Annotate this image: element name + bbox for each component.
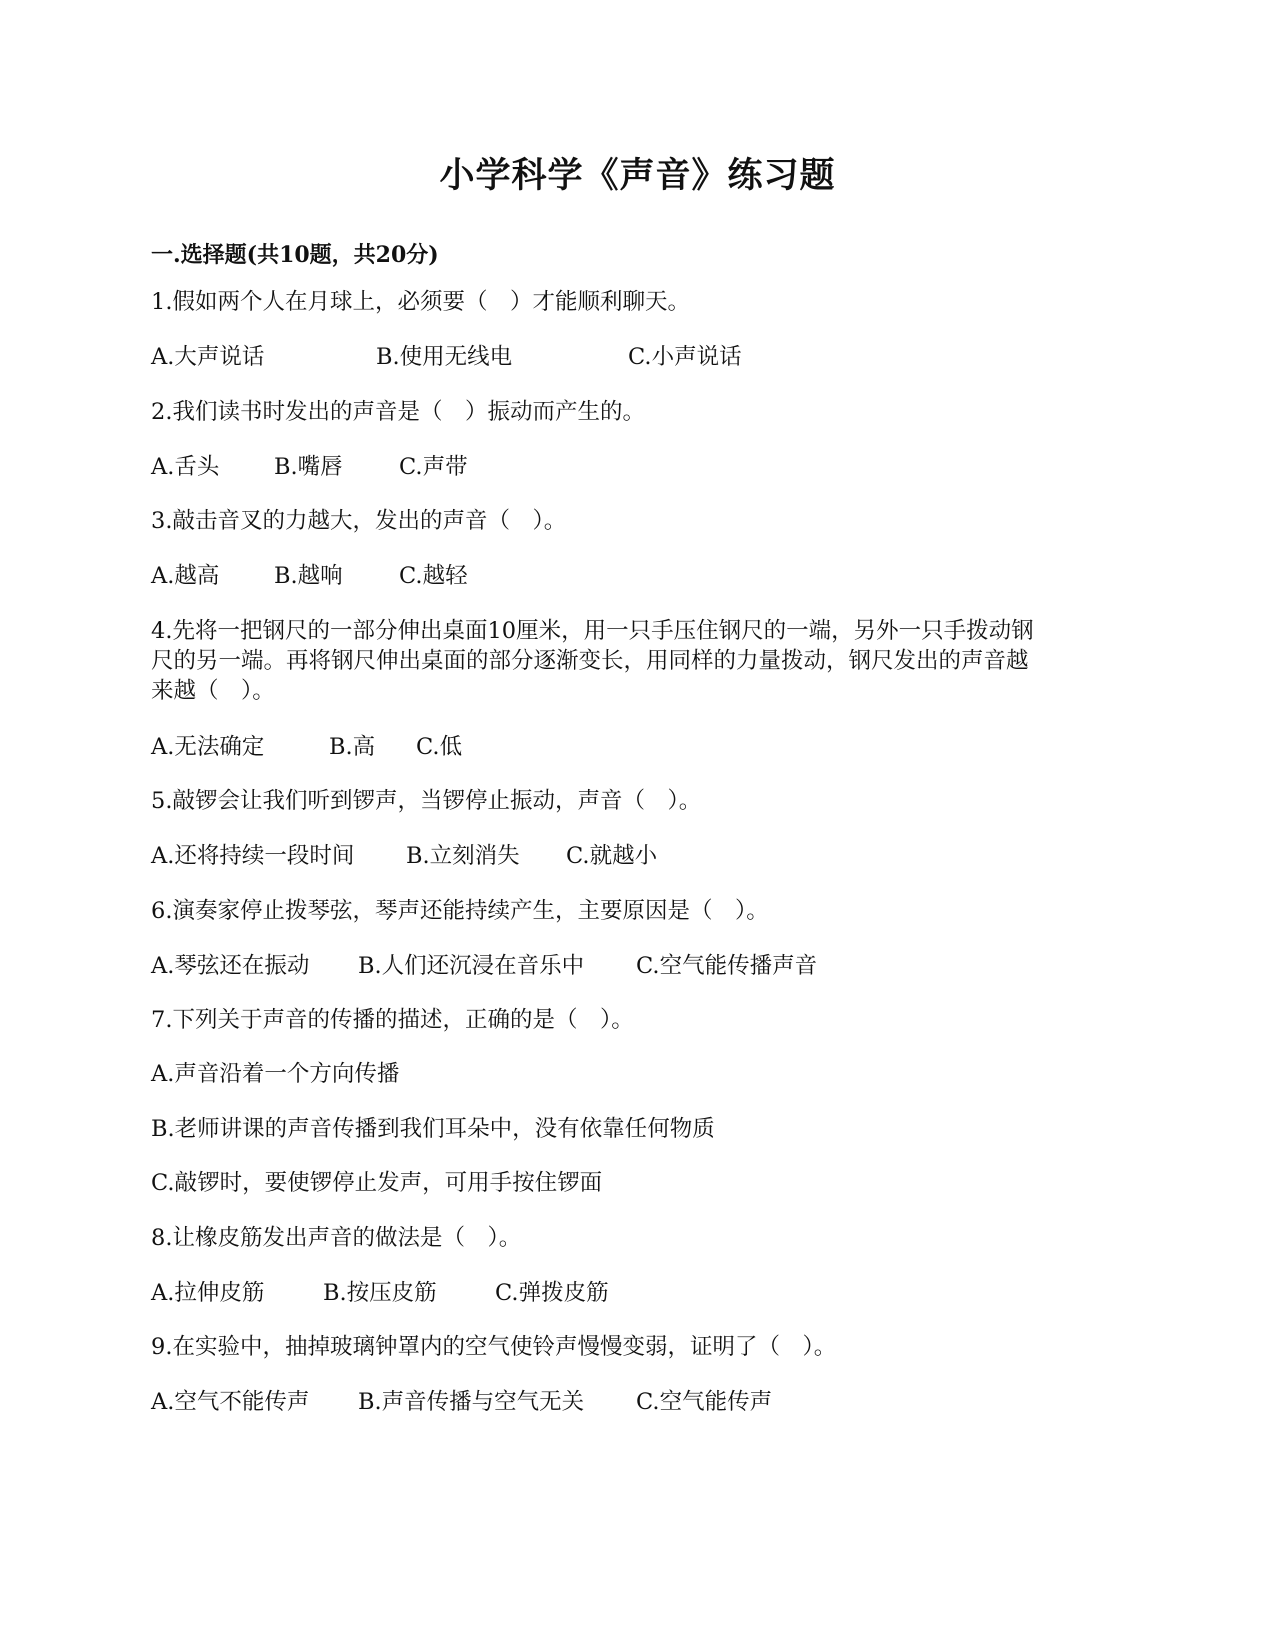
question-3-options	[151, 560, 468, 592]
question-1-stem: 1.假如两个人在月球上，必须要（ ）才能顺利聊天。	[151, 289, 690, 315]
question-6-options	[151, 950, 817, 982]
question-3-stem: 3.敲击音叉的力越大，发出的声音（ ）。	[151, 508, 567, 534]
question-9-options	[151, 1386, 772, 1418]
page-title: 小学科学《声音》练习题	[439, 155, 836, 196]
option-b: B.越响	[274, 563, 343, 589]
option-b: B.使用无线电	[376, 344, 513, 370]
option-a: A.无法确定	[151, 734, 265, 760]
question-6-stem: 6.演奏家停止拨琴弦，琴声还能持续产生，主要原因是（ ）。	[151, 898, 769, 924]
option-b: B.按压皮筋	[323, 1280, 437, 1306]
question-8-stem: 8.让橡皮筋发出声音的做法是（ ）。	[151, 1225, 522, 1251]
option-c: C.空气能传声	[636, 1389, 773, 1415]
option-b: B.声音传播与空气无关	[358, 1389, 585, 1415]
question-8-options	[151, 1277, 609, 1309]
option-a: A.空气不能传声	[151, 1389, 310, 1415]
option-c: C.就越小	[566, 843, 658, 869]
question-7-stem: 7.下列关于声音的传播的描述，正确的是（ ）。	[151, 1007, 634, 1033]
question-4-options	[151, 731, 462, 763]
option-b: B.人们还沉浸在音乐中	[358, 953, 585, 979]
option-a: A.舌头	[151, 454, 220, 480]
question-7-option-b: B.老师讲课的声音传播到我们耳朵中，没有依靠任何物质	[151, 1116, 715, 1142]
option-a: A.拉伸皮筋	[151, 1280, 265, 1306]
option-c: C.弹拨皮筋	[495, 1280, 609, 1306]
option-b: B.高	[329, 734, 376, 760]
question-2-options	[151, 451, 468, 483]
question-7-option-c: C.敲锣时，要使锣停止发声，可用手按住锣面	[151, 1170, 603, 1196]
option-b: B.嘴唇	[274, 454, 343, 480]
option-c: C.低	[416, 734, 463, 760]
option-a: A.越高	[151, 563, 220, 589]
question-4-stem-line-1: 4.先将一把钢尺的一部分伸出桌面10厘米，用一只手压住钢尺的一端，另外一只手拨动钢	[151, 618, 1034, 644]
option-c: C.声带	[399, 454, 468, 480]
question-4-stem-line-2: 尺的另一端。再将钢尺伸出桌面的部分逐渐变长，用同样的力量拨动，钢尺发出的声音越	[151, 648, 1029, 674]
question-1-options	[151, 341, 742, 373]
option-c: C.空气能传播声音	[636, 953, 818, 979]
option-c: C.越轻	[399, 563, 468, 589]
option-a: A.还将持续一段时间	[151, 843, 355, 869]
option-b: B.立刻消失	[406, 843, 520, 869]
option-a: A.大声说话	[151, 344, 265, 370]
question-9-stem: 9.在实验中，抽掉玻璃钟罩内的空气使铃声慢慢变弱，证明了（ ）。	[151, 1334, 837, 1360]
question-4-stem-line-3: 来越（ ）。	[151, 678, 275, 704]
option-a: A.琴弦还在振动	[151, 953, 310, 979]
question-5-stem: 5.敲锣会让我们听到锣声，当锣停止振动，声音（ ）。	[151, 788, 702, 814]
section-heading: 一.选择题(共10题，共20分)	[151, 242, 439, 268]
question-2-stem: 2.我们读书时发出的声音是（ ）振动而产生的。	[151, 399, 645, 425]
option-c: C.小声说话	[628, 344, 742, 370]
question-5-options	[151, 840, 657, 872]
question-7-option-a: A.声音沿着一个方向传播	[151, 1061, 400, 1087]
